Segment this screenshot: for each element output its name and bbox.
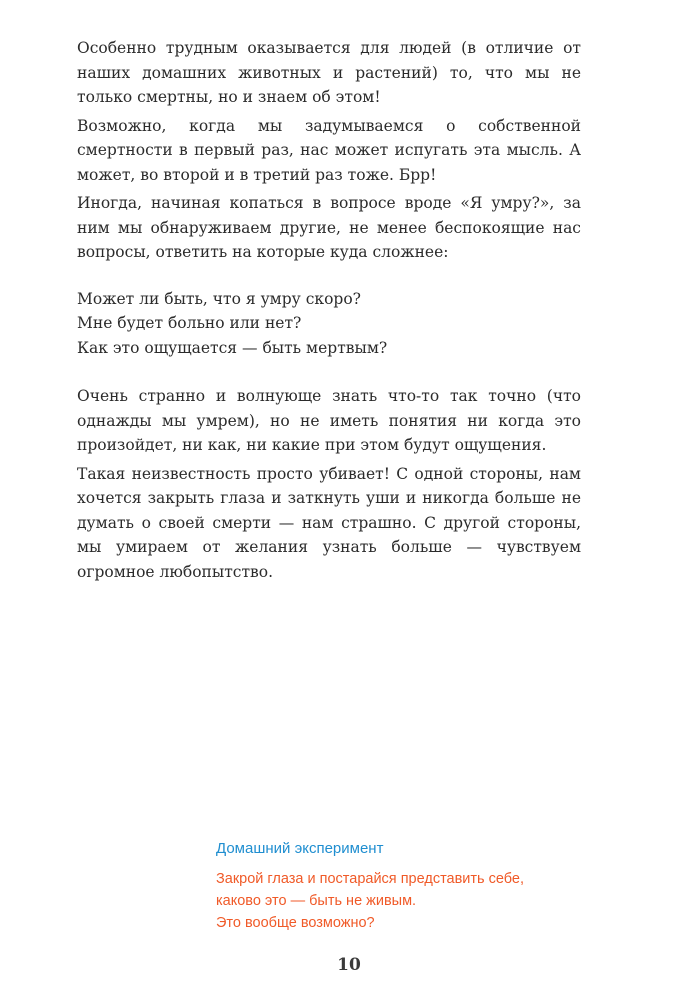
paragraph: Иногда, начиная копаться в вопросе вроде «Я умру?», за ним мы обнаруживаем другие, не менее беспокоящие нас вопросы, ответить на которые куда сложнее: [77, 194, 581, 261]
experiment-title: Домашний эксперимент [216, 840, 384, 857]
paragraph: Очень странно и волнующе знать что-то так точно (что однажды мы умрем), но не иметь понятия ни когда это произойдет, ни как, ни какие при этом будут ощущения. [77, 387, 581, 454]
paragraph: Возможно, когда мы задумываемся о собственной смертности в первый раз, нас может испугать эта мысль. А может, во второй и в третий раз тоже. Брр! [77, 116, 581, 184]
paragraph: Особенно трудным оказывается для людей (в отличие от наших домашних животных и растений) то, что мы не только смертны, но и знаем об этом! [77, 39, 581, 106]
question-item: Может ли быть, что я умру скоро? [77, 289, 361, 308]
question-list [77, 287, 581, 361]
paragraph: Такая неизвестность просто убивает! С одной стороны, нам хочется закрыть глаза и заткнуть уши и никогда больше не думать о своей смерти — нам страшно. С другой стороны, мы умираем от желания узнать больше — чувствуем огромное любопытство. [77, 464, 581, 581]
experiment-line: каково это — быть не живым. [216, 893, 417, 909]
main-text [77, 36, 581, 584]
question-item: Как это ощущается — быть мертвым? [77, 338, 388, 357]
experiment-line: Это вообще возможно? [216, 915, 375, 931]
home-experiment-box [216, 838, 596, 934]
experiment-line: Закрой глаза и постарайся представить себе, [216, 871, 525, 887]
page-number: 10 [337, 955, 361, 975]
question-item: Мне будет больно или нет? [77, 314, 302, 332]
